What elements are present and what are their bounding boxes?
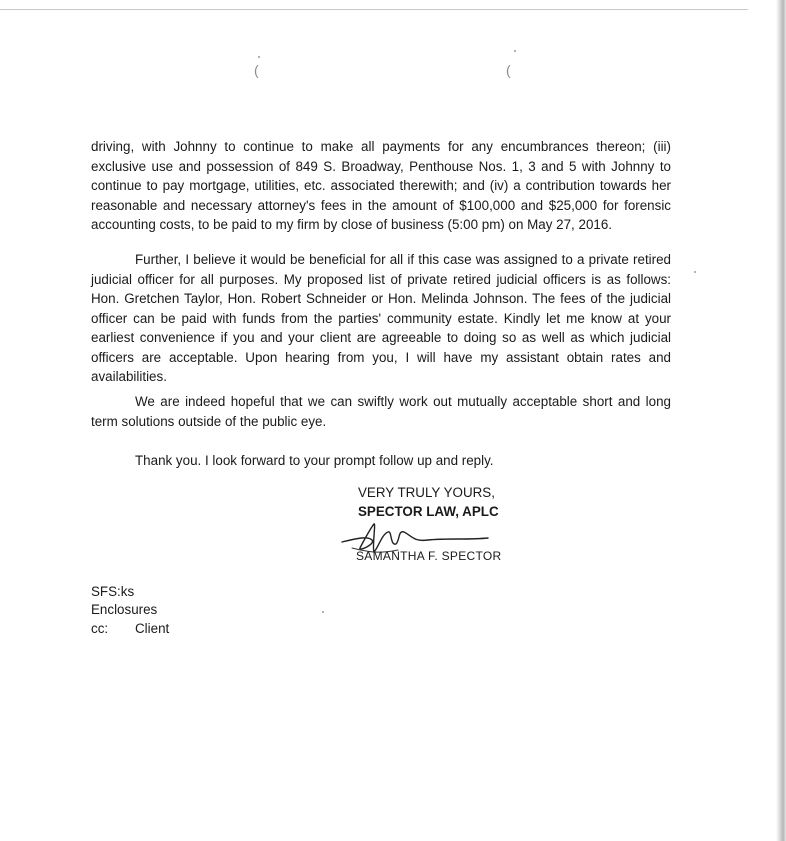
cc-label: cc: <box>91 621 109 636</box>
closing-salutation: VERY TRULY YOURS, <box>358 485 495 500</box>
paragraph-judicial-officer: Further, I believe it would be beneficial for all if this case was assigned to a private retired judicial officer for all purposes. My proposed list of private retired judicial officers is as follows: Hon. Gretchen Taylor, Hon. Robert Schneider or Hon. Melinda Johnson. The fees of the judicial officer can be paid with funds from the parties' community estate. Kindly let me know at your earliest convenience if you and your client are agreeable to doing so as well as which judicial officers are acceptable. Upon hearing from you, I will have my assistant obtain rates and availabilities. <box>91 252 671 384</box>
paragraph-hopeful: We are indeed hopeful that we can swiftly work out mutually acceptable short and long term solutions outside of the public eye. <box>91 394 671 429</box>
scan-speck <box>258 56 260 58</box>
cc-value: Client <box>135 621 170 636</box>
hole-punch-mark-right: ( <box>506 62 511 78</box>
paragraph-thank-you: Thank you. I look forward to your prompt follow up and reply. <box>135 453 494 468</box>
hole-punch-mark-left: ( <box>254 62 259 78</box>
scan-speck <box>322 611 324 613</box>
cc-line <box>91 619 169 638</box>
signer-name: SAMANTHA F. SPECTOR <box>356 549 502 563</box>
initials-line: SFS:ks <box>91 584 135 599</box>
page-top-rule <box>0 9 748 10</box>
scan-edge-shadow <box>776 0 786 841</box>
scan-speck <box>694 271 696 273</box>
enclosures-line: Enclosures <box>91 602 158 617</box>
firm-name: SPECTOR LAW, APLC <box>358 504 499 519</box>
scan-speck <box>514 50 516 52</box>
paragraph-terms: driving, with Johnny to continue to make all payments for any encumbrances thereon; (iii) exclusive use and possession of 849 S. Broadway, Penthouse Nos. 1, 3 and 5 with Johnny to continue to pay mortgage, utilities, etc. associated therewith; and (iv) a contribution towards her reasonable and necessary attorney's fees in the amount of $100,000 and $25,000 for forensic accounting costs, to be paid to my firm by close of business (5:00 pm) on May 27, 2016. <box>91 139 671 232</box>
